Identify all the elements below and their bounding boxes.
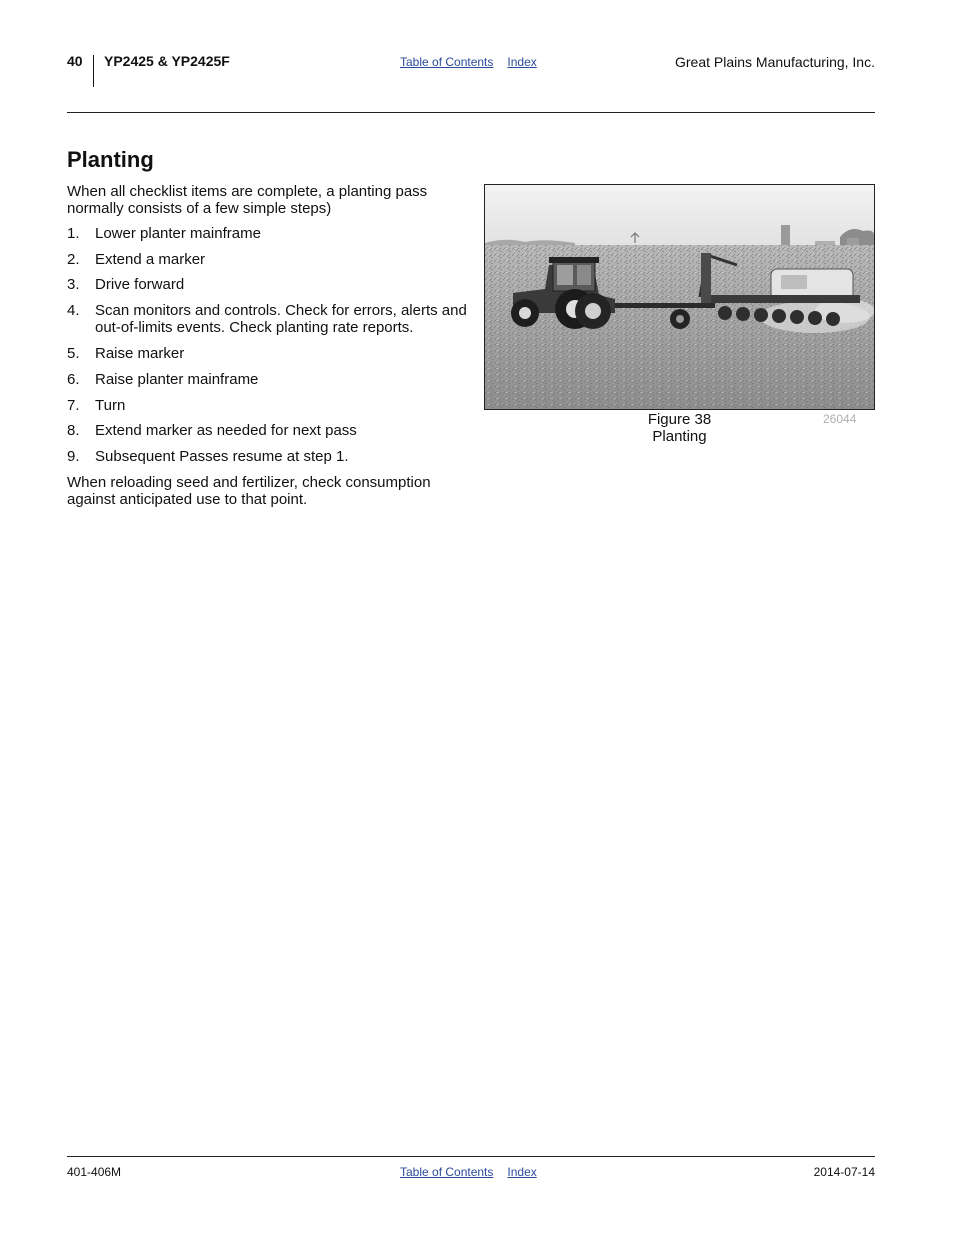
footer-rule: [67, 1156, 875, 1157]
step-text: Raise marker: [95, 345, 185, 362]
planting-photo: [484, 184, 875, 410]
step-number: 6.: [67, 371, 80, 388]
figure-image-id: 26044: [823, 412, 857, 426]
step-number: 7.: [67, 397, 80, 414]
model-title: YP2425 & YP2425F: [104, 53, 230, 69]
closing-paragraph: When reloading seed and fertilizer, check consumption against anticipated use to that point.: [67, 474, 431, 508]
header-nav: [400, 55, 537, 69]
list-item: [67, 397, 467, 414]
step-text: Scan monitors and controls. Check for errors, alerts and out-of-limits events. Check planting rate reports.: [95, 302, 467, 336]
step-number: 5.: [67, 345, 80, 362]
step-text: Turn: [95, 397, 126, 414]
header-toc-link[interactable]: Table of Contents: [400, 55, 494, 69]
figure-label: Figure 38: [647, 411, 712, 428]
section-title: Planting: [67, 147, 154, 172]
step-text: Lower planter mainframe: [95, 225, 261, 242]
step-number: 8.: [67, 422, 80, 439]
list-item: [67, 422, 467, 439]
list-item: [67, 448, 467, 465]
step-number: 4.: [67, 302, 80, 319]
publication-date: 2014-07-14: [813, 1165, 875, 1179]
list-item: [67, 345, 467, 362]
list-item: [67, 225, 467, 242]
header-rule: [67, 112, 875, 113]
step-text: Drive forward: [95, 276, 185, 293]
list-item: [67, 302, 467, 336]
list-item: [67, 371, 467, 388]
step-text: Raise planter mainframe: [95, 371, 259, 388]
figure-title: Planting: [652, 428, 707, 445]
page-number: 40: [67, 53, 83, 69]
company-name: Great Plains Manufacturing, Inc.: [675, 54, 875, 70]
step-text: Extend marker as needed for next pass: [95, 422, 357, 439]
step-number: 1.: [67, 225, 80, 242]
document-number: 401-406M: [67, 1165, 122, 1179]
step-number: 9.: [67, 448, 80, 465]
footer-toc-link[interactable]: Table of Contents: [400, 1165, 494, 1179]
footer-nav: [400, 1165, 537, 1179]
footer-index-link[interactable]: Index: [507, 1165, 537, 1179]
list-item: [67, 251, 467, 268]
step-number: 3.: [67, 276, 80, 293]
intro-paragraph: When all checklist items are complete, a planting pass normally consists of a few simple steps): [67, 183, 428, 217]
header-divider: [93, 55, 94, 87]
step-number: 2.: [67, 251, 80, 268]
figure-caption: [484, 411, 875, 445]
planting-illustration: [485, 185, 874, 409]
list-item: [67, 276, 467, 293]
step-text: Subsequent Passes resume at step 1.: [95, 448, 349, 465]
step-text: Extend a marker: [95, 251, 206, 268]
header-index-link[interactable]: Index: [507, 55, 537, 69]
